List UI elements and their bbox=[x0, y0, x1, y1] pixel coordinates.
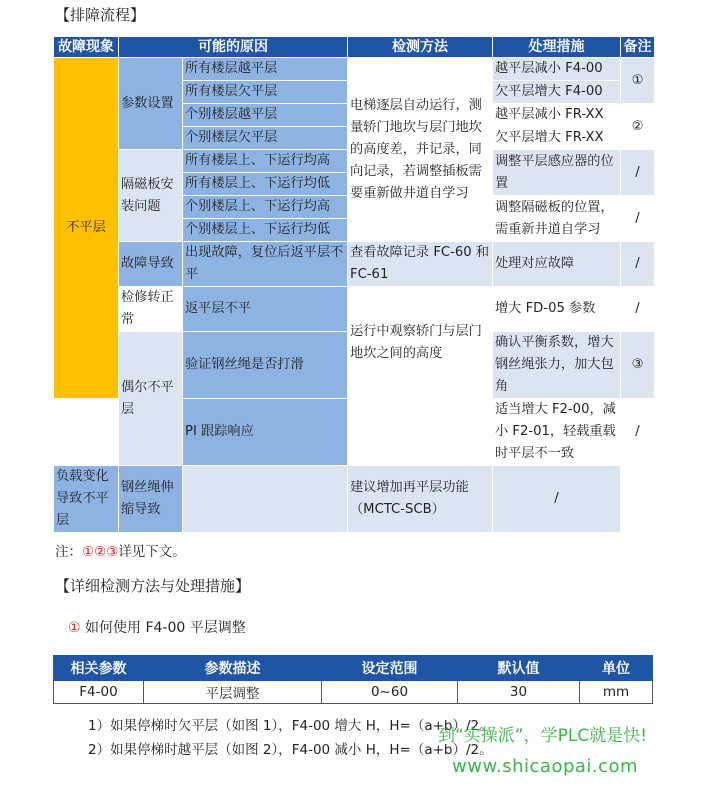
table-header-row bbox=[54, 37, 655, 58]
footnote-suffix: 详见下文。 bbox=[118, 544, 186, 560]
action-cell: 欠平层增大 F4-00 bbox=[493, 81, 621, 104]
note-cell: / bbox=[621, 399, 655, 466]
action-cell: 建议增加再平层功能（MCTC-SCB） bbox=[348, 466, 493, 533]
cause-cell: 个别楼层上、下运行均高 bbox=[183, 196, 348, 219]
section-heading-detail: 【详细检测方法与处理措施】 bbox=[55, 577, 251, 595]
section-heading-process: 【排障流程】 bbox=[55, 6, 146, 24]
param-header: 单位 bbox=[580, 656, 653, 681]
subheading bbox=[68, 617, 246, 637]
group-maintenance: 检修转正常 bbox=[119, 287, 183, 332]
action-cell: 处理对应故障 bbox=[493, 242, 621, 287]
group-occasional: 偶尔不平层 bbox=[119, 332, 183, 466]
cause-cell: 个别楼层越平层 bbox=[183, 104, 348, 127]
footnote-prefix: 注： bbox=[55, 544, 82, 560]
group-fault: 故障导致 bbox=[119, 242, 183, 287]
param-header: 参数描述 bbox=[144, 656, 322, 681]
header-action: 处理措施 bbox=[493, 37, 621, 58]
group-load-change: 负载变化导致不平层 bbox=[54, 466, 119, 533]
param-header: 设定范围 bbox=[322, 656, 458, 681]
param-cell: 平层调整 bbox=[144, 681, 322, 704]
cause-cell: 个别楼层欠平层 bbox=[183, 127, 348, 150]
cause-cell: 所有楼层上、下运行均低 bbox=[183, 173, 348, 196]
header-cause: 可能的原因 bbox=[119, 37, 348, 58]
param-table bbox=[53, 655, 653, 704]
subheading-text: 如何使用 F4-00 平层调整 bbox=[85, 620, 246, 636]
note-cell: / bbox=[621, 242, 655, 287]
troubleshooting-table bbox=[53, 36, 655, 533]
action-cell: 确认平衡系数，增大钢丝绳张力，加大包角 bbox=[493, 332, 621, 399]
action-cell: 欠平层增大 FR-XX bbox=[493, 127, 621, 150]
action-cell: 调整隔磁板的位置，需重新井道自学习 bbox=[493, 196, 621, 242]
action-cell: 越平层减小 F4-00 bbox=[493, 58, 621, 81]
cause-cell: 所有楼层欠平层 bbox=[183, 81, 348, 104]
cause-cell: 钢丝绳伸缩导致 bbox=[119, 466, 183, 533]
note-cell: / bbox=[493, 466, 621, 533]
cause-cell: PI 跟踪响应 bbox=[183, 399, 348, 466]
param-row bbox=[54, 681, 653, 704]
group-magnet-install: 隔磁板安装问题 bbox=[119, 150, 183, 242]
group-param-setting: 参数设置 bbox=[119, 58, 183, 150]
footnote bbox=[55, 540, 186, 560]
note-cell: ③ bbox=[621, 332, 655, 399]
cause-cell: 验证钢丝绳是否打滑 bbox=[183, 332, 348, 399]
action-cell: 增大 FD-05 参数 bbox=[493, 287, 621, 332]
header-note: 备注 bbox=[621, 37, 655, 58]
detect-cell: 运行中观察轿门与层门地坎之间的高度 bbox=[348, 287, 493, 399]
param-cell: mm bbox=[580, 681, 653, 704]
cause-cell: 所有楼层越平层 bbox=[183, 58, 348, 81]
note-cell: / bbox=[621, 287, 655, 332]
footnote-marks: ①②③ bbox=[82, 544, 119, 560]
param-cell: 0~60 bbox=[322, 681, 458, 704]
cause-cell: 所有楼层上、下运行均高 bbox=[183, 150, 348, 173]
detect-cell: 查看故障记录 FC-60 和 FC-61 bbox=[348, 242, 493, 287]
note-cell: ① bbox=[621, 58, 655, 104]
detect-cell bbox=[183, 466, 348, 533]
watermark-slogan: 到“实操派”，学PLC就是快! bbox=[438, 726, 648, 746]
note-cell: / bbox=[621, 150, 655, 196]
param-header: 默认值 bbox=[458, 656, 580, 681]
watermark-url: www.shicaopai.com bbox=[452, 756, 639, 777]
action-cell: 适当增大 F2-00，减小 F2-01，轻载重载时平层不一致 bbox=[493, 399, 621, 466]
param-header-row bbox=[54, 656, 653, 681]
param-header: 相关参数 bbox=[54, 656, 144, 681]
action-cell: 越平层减小 FR-XX bbox=[493, 104, 621, 127]
cause-cell: 出现故障，复位后返平层不平 bbox=[183, 242, 348, 287]
param-cell: 30 bbox=[458, 681, 580, 704]
header-detect: 检测方法 bbox=[348, 37, 493, 58]
cause-cell: 个别楼层上、下运行均低 bbox=[183, 219, 348, 242]
formula-line-2: 2）如果停梯时越平层（如图 2），F4-00 减小 H，H=（a+b）/2。 bbox=[88, 742, 493, 758]
header-symptom: 故障现象 bbox=[54, 37, 119, 58]
detect-cell: 电梯逐层自动运行，测量轿门地坎与层门地坎的高度差，并记录，同向记录，若调整插板需要重新做井道自学习 bbox=[348, 58, 493, 242]
action-cell: 调整平层感应器的位置 bbox=[493, 150, 621, 196]
param-cell: F4-00 bbox=[54, 681, 144, 704]
cause-cell: 返平层不平 bbox=[183, 287, 348, 332]
subheading-mark: ① bbox=[68, 620, 81, 636]
note-cell: / bbox=[621, 196, 655, 242]
symptom-cell: 不平层 bbox=[54, 58, 119, 399]
note-cell: ② bbox=[621, 104, 655, 150]
formula-line-1: 1）如果停梯时欠平层（如图 1），F4-00 增大 H，H=（a+b）/2。 bbox=[88, 718, 493, 734]
